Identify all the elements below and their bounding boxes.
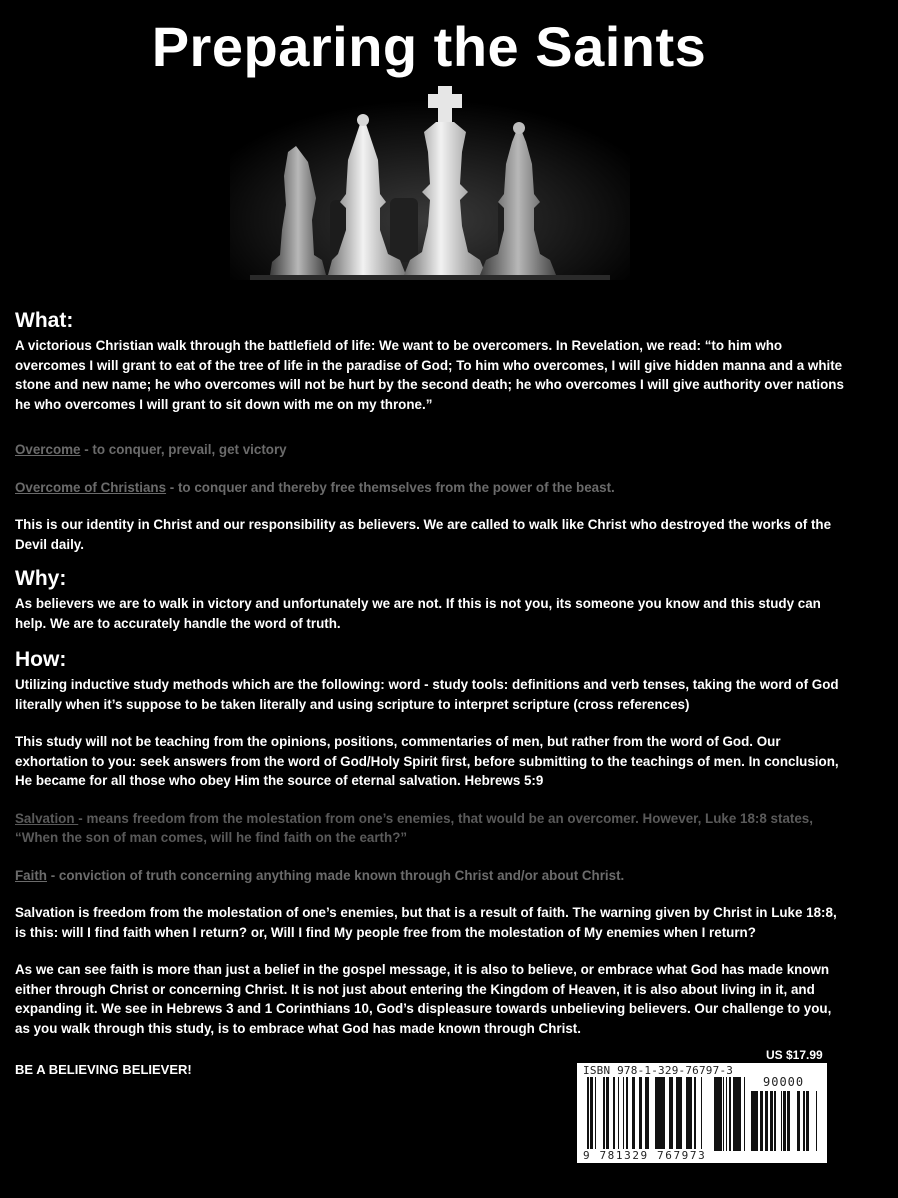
isbn-barcode: [577, 1063, 827, 1163]
faith-paragraph: As we can see faith is more than just a belief in the gospel message, it is also to believe, or embrace what God has made known either through Christ or concerning Christ. It is not just about entering the Kingdom of Heaven, it is also about living in it, and expanding it. We see in Hebrews 3 and 1 Corinthians 10, God’s displeasure towards unbelieving believers. Our challenge to you, as you walk through this study, is to embrace what God has made known through Christ.: [15, 962, 832, 1036]
definition-faith-text: - conviction of truth concerning anything made known through Christ and/or about Christ.: [47, 867, 625, 883]
definition-overcome: [15, 440, 845, 460]
definition-faith: [15, 866, 845, 886]
definition-overcome-christians: [15, 478, 845, 498]
chess-pieces-image: [230, 80, 630, 280]
definition-overcome-text: - to conquer, prevail, get victory: [80, 442, 287, 457]
isbn-number: ISBN 978-1-329-76797-3: [583, 1064, 734, 1077]
definition-salvation: [15, 809, 845, 848]
salvation-paragraph: Salvation is freedom from the molestation of one’s enemies, but that is a result of faith. The warning given by Christ in Luke 18:8, is this: will I find faith when I return? or, Will I find My people free from the molestation of My enemies when I return?: [15, 905, 837, 940]
study-paragraph: This study will not be teaching from the opinions, positions, commentaries of men, but rather from the word of God. Our exhortation to you: seek answers from the word of God/Holy Spirit first, before submitting to the teachings of men. In conclusion, He became for all those who obey Him the source of eternal salvation. Hebrews 5:9: [15, 734, 839, 788]
how-heading: How:: [15, 648, 67, 671]
barcode-bars-icon: [577, 1063, 827, 1163]
term-salvation: Salvation: [15, 810, 79, 826]
book-title: Preparing the Saints: [151, 15, 707, 78]
why-paragraph: As believers we are to walk in victory and unfortunately we are not. If this is not you, its someone you know and this study can help. We are to accurately handle the word of truth.: [15, 596, 821, 631]
how-paragraph: Utilizing inductive study methods which are the following: word - study tools: definitions and verb tenses, taking the word of God literally when it’s suppose to be taken literally and using scripture to interpret scripture (cross references): [15, 677, 839, 712]
what-heading: What:: [15, 309, 74, 332]
definition-salvation-text: - means freedom from the molestation from one’s enemies, that would be an overcomer. However, Luke 18:8 states, “When the son of man comes, will he find faith on the earth?”: [15, 810, 813, 845]
term-overcome: Overcome: [15, 442, 81, 457]
edge-mark: [892, 112, 898, 134]
what-paragraph: A victorious Christian walk through the battlefield of life: We want to be overcomers. In Revelation, we read: “to him who overcomes I will grant to eat of the tree of life in the paradise of God; To him who overcomes, I will give hidden manna and a white stone and new name; he who overcomes will not be hurt by the second death; he who overcomes I will give authority over nations he who overcomes I will grant to sit down with me on my throne.”: [15, 338, 844, 412]
addon-number: 90000: [763, 1075, 805, 1089]
term-overcome-christians: Overcome of Christians: [15, 479, 167, 495]
slogan: BE A BELIEVING BELIEVER!: [15, 1062, 192, 1077]
price-label: US $17.99: [766, 1048, 823, 1062]
why-heading: Why:: [15, 567, 67, 590]
back-cover-text: [15, 308, 845, 1038]
ean-number: 9 781329 767973: [583, 1149, 707, 1162]
term-faith: Faith: [15, 867, 47, 883]
identity-paragraph: This is our identity in Christ and our responsibility as believers. We are called to walk like Christ who destroyed the works of the Devil daily.: [15, 517, 832, 552]
definition-overcome-christians-text: - to conquer and thereby free themselves from the power of the beast.: [166, 479, 615, 495]
